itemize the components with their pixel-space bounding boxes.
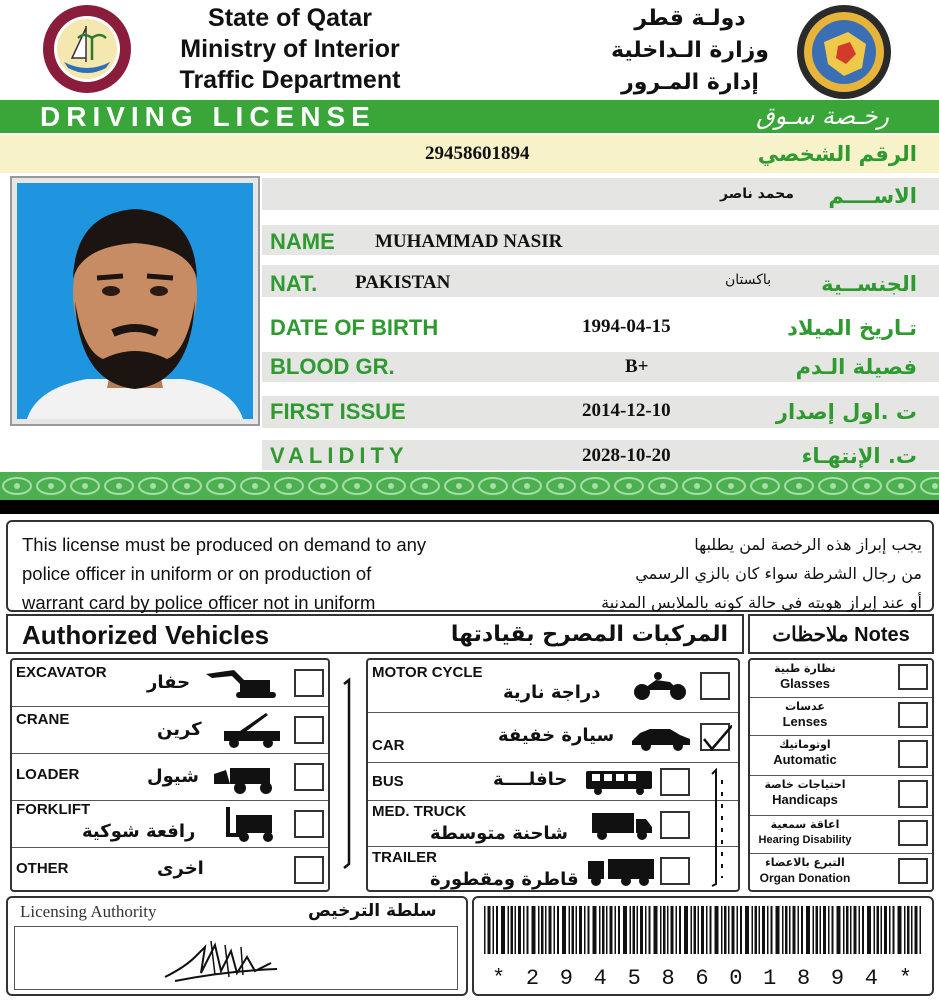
barcode-digit: 4 <box>593 966 607 991</box>
notice-en-line: police officer in uniform or on production of <box>22 563 372 584</box>
barcode-bar <box>527 906 529 954</box>
note-label-ar: نظارة طبية <box>774 662 836 675</box>
notice-arabic <box>522 530 922 617</box>
barcode-bar <box>798 906 800 954</box>
car-icon <box>630 725 692 751</box>
header-ar-line-department: إدارة المـرور <box>621 70 759 95</box>
checkbox-hearing[interactable] <box>898 820 928 846</box>
barcode-bar <box>732 906 735 954</box>
vehicles-right-box <box>366 658 740 892</box>
name-row <box>262 225 939 255</box>
barcode-digit: 6 <box>695 966 709 991</box>
barcode-bar <box>698 906 700 954</box>
barcode-bar <box>633 906 636 954</box>
barcode-bar <box>846 906 849 954</box>
note-label-ar: اعاقة سمعية <box>770 818 840 831</box>
barcode-bar <box>710 906 712 954</box>
barcode-bar <box>660 906 662 954</box>
barcode-bar <box>854 906 857 954</box>
barcode-bar <box>721 906 723 954</box>
barcode-bar <box>541 906 544 954</box>
barcode-bar <box>630 906 632 954</box>
notice-ar-line: أو عند إبراز هويته في حالة كونه بالملابس المدنية <box>601 593 922 612</box>
gcc-emblem-icon <box>788 2 900 102</box>
vehicle-label-en: OTHER <box>16 860 69 877</box>
bracket-icon <box>698 768 734 888</box>
qatar-emblem-icon <box>30 2 145 97</box>
barcode-bar <box>515 906 517 954</box>
barcode-bar <box>496 906 498 954</box>
barcode-bar <box>576 906 578 954</box>
barcode-digit: 2 <box>525 966 540 991</box>
personal-number-value: 29458601894 <box>425 143 530 164</box>
barcode-bar <box>850 906 852 954</box>
barcode-bar <box>579 906 582 954</box>
vehicle-label-en: LOADER <box>16 766 80 783</box>
name-value: MUHAMMAD NASIR <box>375 231 563 252</box>
barcode-bar <box>572 906 575 954</box>
signature-icon <box>15 927 459 991</box>
checkbox-lenses[interactable] <box>898 702 928 728</box>
excavator-icon <box>204 668 282 700</box>
checkbox-automatic[interactable] <box>898 740 928 768</box>
blood-label-ar: فصيلة الـدم <box>795 355 917 379</box>
name-arabic-value: محمد ناصر <box>720 186 794 202</box>
note-row-hearing <box>750 816 932 854</box>
checkbox-car[interactable] <box>700 723 730 751</box>
barcode-bar <box>701 906 704 954</box>
barcode-bar <box>645 906 647 954</box>
checkbox-handicaps[interactable] <box>898 780 928 808</box>
note-label-en: Lenses <box>782 714 828 729</box>
vehicle-label-en: TRAILER <box>372 849 437 866</box>
nationality-value-ar: باكستان <box>725 272 772 288</box>
barcode-bar <box>767 906 769 954</box>
barcode-bar <box>679 906 681 954</box>
barcode-digit: 9 <box>559 966 573 991</box>
header-arabic <box>585 3 795 99</box>
barcode-bar <box>867 906 871 954</box>
barcode-bar <box>737 906 739 954</box>
barcode-bar <box>557 906 559 954</box>
licensing-authority-label-ar: سلطة الترخيص <box>308 901 437 921</box>
note-label-ar: التبرع بالاعضاء <box>765 856 845 869</box>
barcode-bar <box>843 906 845 954</box>
barcode-bar <box>859 906 861 954</box>
vehicle-label-en: CAR <box>372 737 405 754</box>
note-label-ar: عدسات <box>785 700 825 713</box>
barcode-bar <box>593 906 597 954</box>
holder-photo <box>10 176 260 426</box>
vehicle-label-ar: شيول <box>147 766 199 787</box>
barcode-bar <box>569 906 571 954</box>
checkbox-other[interactable] <box>294 856 324 884</box>
barcode-icon <box>484 906 924 954</box>
barcode-bar <box>484 906 486 954</box>
vehicle-row-forklift <box>12 801 328 848</box>
barcode-bar <box>776 906 780 954</box>
barcode-bar <box>782 906 784 954</box>
note-row-lenses <box>750 698 932 736</box>
blood-value: B+ <box>625 356 649 377</box>
barcode-digit: * <box>898 966 912 991</box>
vehicle-row-bus <box>368 763 738 801</box>
barcode-bar <box>759 906 761 954</box>
nationality-label: NAT. <box>270 271 318 296</box>
checkbox-trailer[interactable] <box>660 857 690 885</box>
vehicle-label-ar: دراجة نارية <box>503 682 601 703</box>
header-ar-line-ministry: وزارة الـداخلية <box>611 38 769 63</box>
validity-label-ar: ت. الإنتهـاء <box>801 444 917 468</box>
barcode-bar <box>684 906 688 954</box>
vehicle-label-en: MOTOR CYCLE <box>372 664 483 681</box>
vehicle-label-en: CRANE <box>16 711 70 728</box>
notice-box <box>6 520 934 612</box>
barcode-bar <box>501 906 505 954</box>
title-band <box>0 100 939 133</box>
barcode-bar <box>599 906 601 954</box>
barcode-bar <box>728 906 730 954</box>
barcode-bar <box>898 906 902 954</box>
dob-label: DATE OF BIRTH <box>270 315 439 340</box>
license-back <box>0 514 939 1000</box>
barcode-bar <box>793 906 796 954</box>
barcode-bar <box>488 906 491 954</box>
notice-en-line: warrant card by police officer not in uniform <box>22 592 376 613</box>
truck-icon <box>590 811 654 841</box>
barcode-bar <box>545 906 547 954</box>
checkbox-forklift[interactable] <box>294 810 324 838</box>
barcode-bar <box>813 906 815 954</box>
decorative-pattern-band <box>0 472 939 500</box>
note-label-ar: اوتوماتيك <box>779 738 831 751</box>
licensing-authority-box <box>6 896 468 996</box>
notice-ar-line: يجب إبراز هذه الرخصة لمن يطلبها <box>694 535 922 554</box>
barcode-bar <box>623 906 627 954</box>
nationality-value: PAKISTAN <box>355 272 451 293</box>
signature-area <box>14 926 458 990</box>
barcode-bar <box>523 906 525 954</box>
barcode-digit: * <box>492 966 506 991</box>
barcode-bar <box>671 906 674 954</box>
authorized-title-en: Authorized Vehicles <box>22 620 270 650</box>
pattern-icon <box>0 472 939 500</box>
vehicle-row-crane <box>12 707 328 754</box>
card-divider <box>0 500 939 514</box>
portrait-icon <box>17 183 253 419</box>
crane-icon <box>220 711 284 749</box>
checkbox-med-truck[interactable] <box>660 811 690 839</box>
checkbox-organ-donation[interactable] <box>898 858 928 884</box>
barcode-bar <box>649 906 651 954</box>
barcode-digit: 0 <box>729 966 743 991</box>
barcode-bar <box>837 906 841 954</box>
blood-label: BLOOD GR. <box>270 354 395 379</box>
notes-box <box>748 658 934 892</box>
barcode-bar <box>532 906 536 954</box>
title-english: DRIVING LICENSE <box>40 101 376 132</box>
barcode-bar <box>610 906 613 954</box>
title-arabic: رخـصة سـوق <box>756 102 889 130</box>
barcode-bar <box>493 906 495 954</box>
vehicle-label-ar: اخرى <box>157 858 204 879</box>
barcode-bar <box>602 906 605 954</box>
first-issue-value: 2014-12-10 <box>582 400 671 421</box>
barcode-bar <box>508 906 510 954</box>
vehicle-row-motorcycle <box>368 660 738 713</box>
barcode-bar <box>874 906 876 954</box>
barcode-bar <box>884 906 887 954</box>
barcode-bar <box>663 906 666 954</box>
barcode-digit: 4 <box>864 966 878 991</box>
checkbox-crane[interactable] <box>294 716 324 744</box>
vehicle-row-med-truck <box>368 801 738 847</box>
note-label-ar: احتياجات خاصة <box>764 778 846 791</box>
licensing-authority-label-en: Licensing Authority <box>20 902 157 921</box>
barcode-bar <box>907 906 910 954</box>
bus-icon <box>584 769 654 795</box>
barcode-bar <box>893 906 895 954</box>
barcode-bar <box>706 906 708 954</box>
barcode-bar <box>801 906 803 954</box>
vehicle-label-en: FORKLIFT <box>16 801 91 818</box>
barcode-bar <box>554 906 556 954</box>
barcode-bar <box>740 906 742 954</box>
trailer-icon <box>586 857 656 887</box>
notice-ar-line: من رجال الشرطة سواء كان بالزي الرسمي <box>635 564 922 583</box>
forklift-icon <box>224 805 282 843</box>
vehicle-row-car <box>368 713 738 763</box>
barcode-bar <box>618 906 620 954</box>
barcode-bar <box>654 906 658 954</box>
barcode-bar <box>920 906 922 954</box>
note-row-handicaps <box>750 776 932 816</box>
barcode-bar <box>806 906 810 954</box>
note-label-en: Hearing Disability <box>758 834 852 846</box>
barcode-bar <box>606 906 608 954</box>
note-label-en: Handicaps <box>772 792 838 807</box>
barcode-bar <box>637 906 639 954</box>
barcode-bar <box>752 906 754 954</box>
vehicle-label-ar: شاحنة متوسطة <box>430 823 568 844</box>
vehicle-label-ar: قاطرة ومقطورة <box>430 869 579 890</box>
barcode-bar <box>676 906 678 954</box>
checkbox-excavator[interactable] <box>294 669 324 697</box>
vehicle-label-en: MED. TRUCK <box>372 803 467 820</box>
barcode-bar <box>549 906 552 954</box>
name-label: NAME <box>270 229 335 254</box>
vehicle-row-other <box>12 848 328 892</box>
notice-en-line: This license must be produced on demand to any <box>22 534 427 555</box>
barcode-digit: 8 <box>661 966 675 991</box>
barcode-bar <box>511 906 514 954</box>
vehicle-label-en: BUS <box>372 773 404 790</box>
vehicle-row-loader <box>12 754 328 801</box>
note-row-glasses <box>750 660 932 698</box>
note-row-automatic <box>750 736 932 776</box>
barcode-bar <box>828 906 830 954</box>
barcode-bar <box>667 906 669 954</box>
header-en-line-state: State of Qatar <box>208 4 372 32</box>
header-ar-line-state: دولـة قطر <box>634 6 746 31</box>
barcode-bar <box>904 906 906 954</box>
vehicle-row-trailer <box>368 847 738 892</box>
vehicle-label-ar: حافلــــة <box>493 769 568 790</box>
notes-title-box <box>748 614 934 654</box>
personal-number-label-ar: الرقم الشخصي <box>757 142 917 166</box>
validity-value: 2028-10-20 <box>582 445 671 466</box>
barcode-bar <box>881 906 883 954</box>
authorized-title-ar: المركبات المصرح بقيادتها <box>450 622 728 647</box>
barcode-digit: 1 <box>763 966 777 991</box>
barcode-bar <box>562 906 566 954</box>
checkmark-icon <box>702 725 732 753</box>
barcode-bar <box>615 906 617 954</box>
barcode-digit: 8 <box>797 966 811 991</box>
notes-title: ملاحظات Notes <box>772 624 910 646</box>
barcode-bar <box>889 906 891 954</box>
dob-value: 1994-04-15 <box>582 316 671 337</box>
first-issue-label: FIRST ISSUE <box>270 399 406 424</box>
header-en-line-department: Traffic Department <box>179 66 401 94</box>
barcode-bar <box>862 906 864 954</box>
note-label-en: Automatic <box>773 752 837 767</box>
name-arabic-label: الاســــم <box>828 184 917 208</box>
validity-label: VALIDITY <box>270 443 409 468</box>
barcode-bar <box>762 906 765 954</box>
first-issue-label-ar: ت .اول إصدار <box>775 400 917 424</box>
loader-icon <box>212 760 282 794</box>
note-label-en: Organ Donation <box>759 871 851 885</box>
barcode-bar <box>588 906 590 954</box>
bracket-icon <box>334 664 364 888</box>
barcode-bar <box>915 906 918 954</box>
header-english <box>150 3 430 96</box>
barcode-bar <box>823 906 826 954</box>
barcode-digit: 9 <box>830 966 845 991</box>
notice-english <box>22 530 562 617</box>
barcode-bar <box>816 906 819 954</box>
barcode-bar <box>789 906 791 954</box>
motorcycle-icon <box>632 670 688 702</box>
barcode-bar <box>877 906 880 954</box>
barcode-bar <box>832 906 834 954</box>
authorized-title-box <box>6 614 744 654</box>
checkbox-bus[interactable] <box>660 768 690 796</box>
barcode-bar <box>785 906 788 954</box>
barcode-digit: 5 <box>627 966 641 991</box>
barcode-bar <box>745 906 749 954</box>
vehicle-label-ar: رافعة شوكية <box>82 821 196 842</box>
checkbox-loader[interactable] <box>294 763 324 791</box>
barcode-digits <box>492 966 912 991</box>
note-label-en: Glasses <box>780 676 830 691</box>
barcode-bar <box>820 906 822 954</box>
barcode-bar <box>771 906 773 954</box>
barcode-bar <box>584 906 586 954</box>
nationality-label-ar: الجنســية <box>821 272 917 296</box>
checkbox-motorcycle[interactable] <box>700 672 730 700</box>
barcode-bar <box>538 906 540 954</box>
vehicle-row-excavator <box>12 660 328 707</box>
vehicle-label-ar: كرين <box>157 719 202 740</box>
barcode-bar <box>715 906 719 954</box>
barcode-bar <box>694 906 697 954</box>
header-en-line-ministry: Ministry of Interior <box>180 35 400 63</box>
barcode-bar <box>724 906 727 954</box>
vehicle-label-en: EXCAVATOR <box>16 664 107 681</box>
barcode-bar <box>755 906 758 954</box>
vehicles-left-box <box>10 658 330 892</box>
vehicle-label-ar: حفار <box>147 672 191 693</box>
dob-label-ar: تـاريخ الميلاد <box>787 316 917 340</box>
barcode-bar <box>691 906 693 954</box>
checkbox-glasses[interactable] <box>898 664 928 690</box>
vehicle-label-ar: سيارة خفيفة <box>498 725 615 746</box>
barcode-bar <box>518 906 521 954</box>
barcode-bar <box>640 906 643 954</box>
personal-number-row <box>0 135 939 173</box>
note-row-organ-donation <box>750 854 932 892</box>
barcode-bar <box>911 906 913 954</box>
